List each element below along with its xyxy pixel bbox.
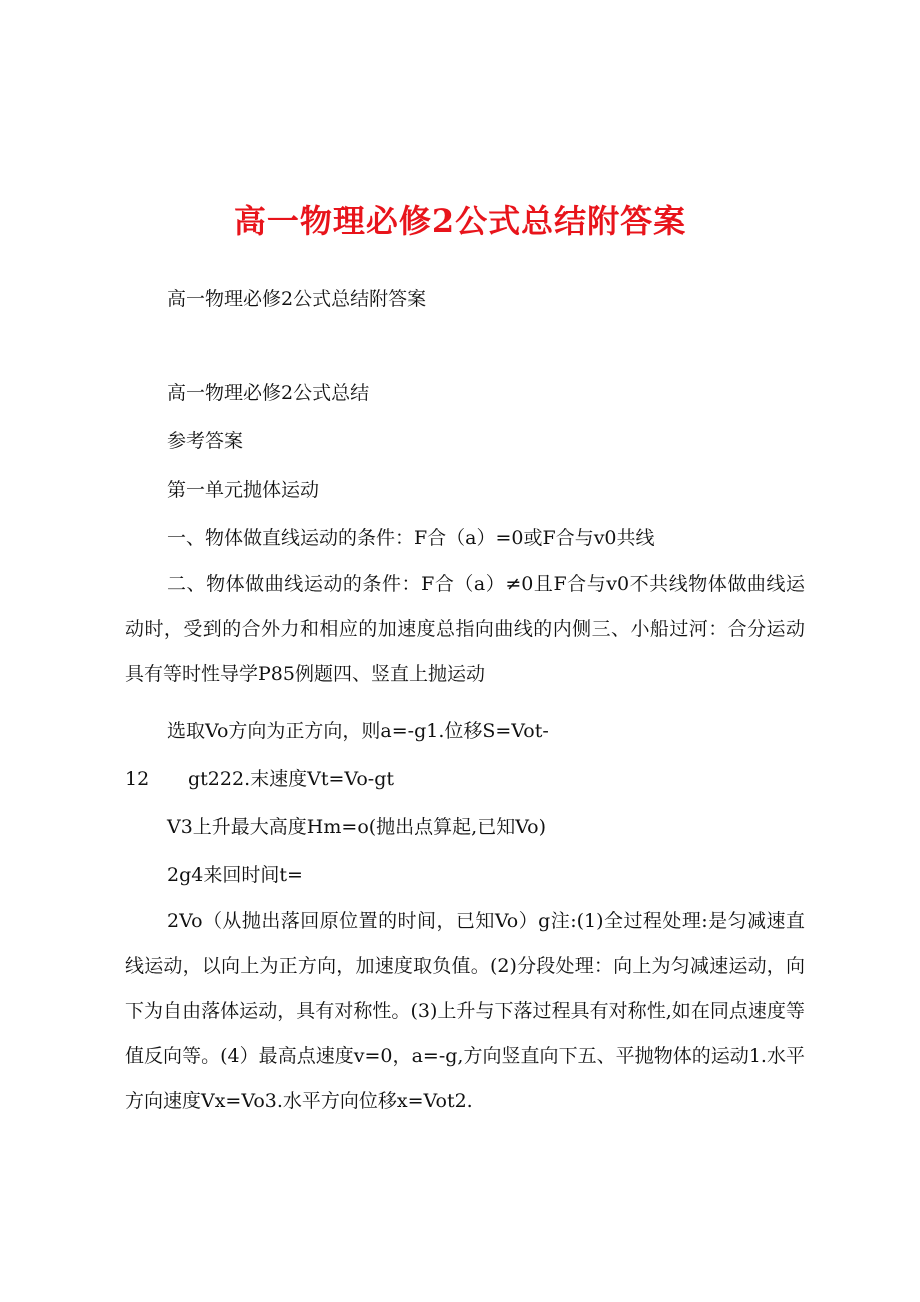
item-two-paragraph: 二、物体做曲线运动的条件：F合（a）≠0且F合与v0不共线物体做曲线运动时，受到的合外力和相应的加速度总指向曲线的内侧三、小船过河：合分运动具有等时性导学P85例题四、竖直上抛运动: [125, 573, 805, 685]
document-title: 高一物理必修2公式总结附答案: [233, 202, 687, 240]
formula-line-3: V3上升最大高度Hm=o(抛出点算起,已知Vo): [167, 816, 547, 838]
formula-line-2: gt222.末速度Vt=Vo-gt: [188, 768, 395, 790]
unit-heading: 第一单元抛体运动: [167, 479, 320, 501]
fraction-numerator: 12: [125, 768, 150, 790]
formula-line-4: 2g4来回时间t=: [167, 864, 303, 886]
choose-direction-line: 选取Vo方向为正方向，则a=-g1.位移S=Vot-: [167, 720, 549, 742]
item-one: 一、物体做直线运动的条件：F合（a）=0或F合与v0共线: [167, 527, 655, 549]
subtitle-line: 高一物理必修2公式总结附答案: [167, 288, 427, 310]
reference-line: 参考答案: [167, 430, 244, 452]
note-paragraph: 2Vo（从抛出落回原位置的时间，已知Vo）g注:(1)全过程处理:是匀减速直线运动，以向上为正方向，加速度取负值。(2)分段处理：向上为匀减速运动，向下为自由落体运动，具有对称性。(3)上升与下落过程具有对称性,如在同点速度等值反向等。(4）最高点速度v=0，a=-g,方向竖直向下五、平抛物体的运动1.水平方向速度Vx=Vo3.水平方向位移x=Vot2.: [125, 910, 805, 1112]
section-title-line: 高一物理必修2公式总结: [167, 382, 370, 404]
